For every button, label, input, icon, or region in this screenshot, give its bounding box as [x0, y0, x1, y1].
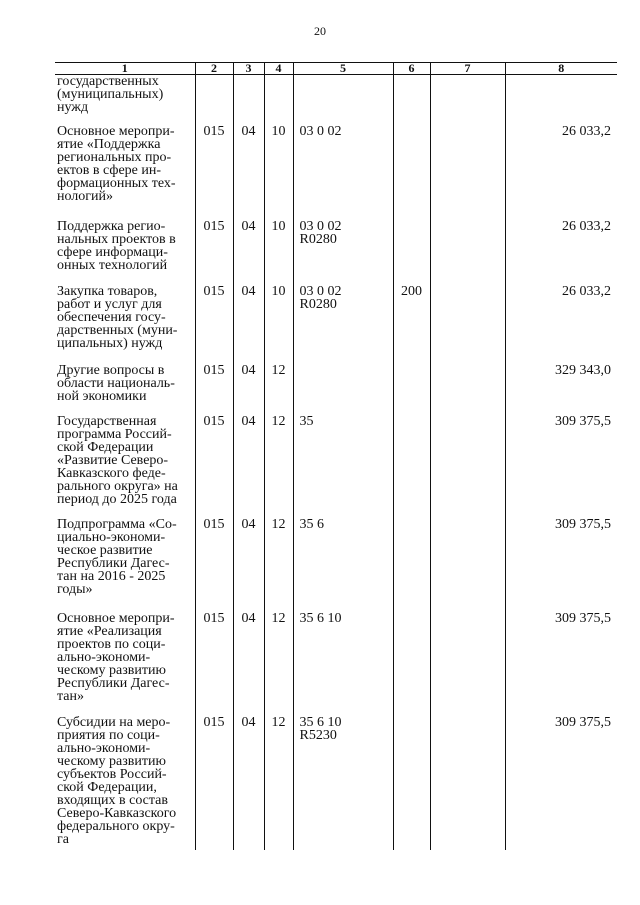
- col6-value: [393, 415, 430, 518]
- col8-value: 309 375,5: [505, 612, 617, 716]
- col7-value: [430, 612, 505, 716]
- col5-value: 03 0 02 R0280: [293, 285, 393, 364]
- col8-value: 26 033,2: [505, 125, 617, 220]
- col2-value: 015: [195, 364, 233, 415]
- table-row: [55, 518, 617, 612]
- table-row: [55, 364, 617, 415]
- col7-value: [430, 285, 505, 364]
- col7-value: [430, 125, 505, 220]
- col3-value: 04: [233, 612, 264, 716]
- column-header-5: 5: [293, 63, 393, 75]
- row-description: Подпрограмма «Со- циально-экономи- ческое развитие Республики Дагес- тан на 2016 - 2025 годы»: [57, 516, 177, 597]
- column-header-8: 8: [505, 63, 617, 75]
- col5-value: 35: [293, 415, 393, 518]
- col4-value: 10: [264, 220, 293, 285]
- column-header-7: 7: [430, 63, 505, 75]
- col3-value: 04: [233, 220, 264, 285]
- col8-value: 26 033,2: [505, 220, 617, 285]
- col5-value: 03 0 02 R0280: [293, 220, 393, 285]
- col3-value: 04: [233, 285, 264, 364]
- col7-value: [430, 716, 505, 850]
- page-number: 20: [314, 24, 326, 38]
- col2-value: 015: [195, 415, 233, 518]
- col8-value: 309 375,5: [505, 518, 617, 612]
- col4-value: 12: [264, 518, 293, 612]
- table-row: [55, 612, 617, 716]
- column-header-6: 6: [393, 63, 430, 75]
- col4-value: 12: [264, 612, 293, 716]
- col4-value: 12: [264, 716, 293, 850]
- col3-value: 04: [233, 518, 264, 612]
- col8-value: 309 375,5: [505, 716, 617, 850]
- col5-value: [293, 364, 393, 415]
- col3-value: 04: [233, 716, 264, 850]
- col2-value: 015: [195, 285, 233, 364]
- col6-value: [393, 612, 430, 716]
- table-row: [55, 285, 617, 364]
- row-description: Субсидии на меро- приятия по соци- ально-экономи- ческому развитию субъектов Россий- ской Федерации, входящих в состав Северо-Кавказского федерального окру- га: [57, 714, 177, 847]
- column-header-4: 4: [264, 63, 293, 75]
- col5-value: 35 6 10 R5230: [293, 716, 393, 850]
- column-header-1: 1: [55, 63, 195, 75]
- col8-value: 329 343,0: [505, 364, 617, 415]
- col2-value: 015: [195, 518, 233, 612]
- col5-value: [293, 75, 393, 125]
- col4-value: 10: [264, 285, 293, 364]
- col6-value: [393, 716, 430, 850]
- row-description: Основное меропри- ятие «Поддержка региональных про- ектов в сфере ин- формационных тех- нологий»: [57, 123, 176, 204]
- col7-value: [430, 75, 505, 125]
- col3-value: 04: [233, 364, 264, 415]
- col3-value: 04: [233, 415, 264, 518]
- col2-value: 015: [195, 125, 233, 220]
- col6-value: 200: [393, 285, 430, 364]
- column-header-2: 2: [195, 63, 233, 75]
- col5-value: 03 0 02: [293, 125, 393, 220]
- col6-value: [393, 75, 430, 125]
- col4-value: [264, 75, 293, 125]
- col6-value: [393, 518, 430, 612]
- table-row: [55, 220, 617, 285]
- column-header-3: 3: [233, 63, 264, 75]
- col5-value: 35 6: [293, 518, 393, 612]
- col7-value: [430, 518, 505, 612]
- header-row: [55, 63, 617, 75]
- table-row: [55, 415, 617, 518]
- col4-value: 10: [264, 125, 293, 220]
- table-row: [55, 75, 617, 125]
- col2-value: 015: [195, 612, 233, 716]
- col8-value: 26 033,2: [505, 285, 617, 364]
- col2-value: 015: [195, 220, 233, 285]
- row-description: государственных (муниципальных) нужд: [57, 74, 164, 115]
- budget-table: [55, 62, 617, 850]
- row-description: Основное меропри- ятие «Реализация проектов по соци- ально-экономи- ческому развитию Республики Дагес- тан»: [57, 610, 175, 704]
- row-description: Другие вопросы в области националь- ной экономики: [57, 362, 175, 404]
- col2-value: 015: [195, 716, 233, 850]
- row-description: Закупка товаров, работ и услуг для обеспечения госу- дарственных (муни- ципальных) нужд: [57, 283, 178, 351]
- table-row: [55, 716, 617, 850]
- col6-value: [393, 220, 430, 285]
- col3-value: [233, 75, 264, 125]
- col5-value: 35 6 10: [293, 612, 393, 716]
- col4-value: 12: [264, 415, 293, 518]
- row-description: Государственная программа Россий- ской Федерации «Развитие Северо- Кавказского феде- рального округа» на период до 2025 года: [57, 413, 178, 507]
- col7-value: [430, 415, 505, 518]
- row-description: Поддержка регио- нальных проектов в сфере информаци- онных технологий: [57, 218, 176, 273]
- col6-value: [393, 125, 430, 220]
- col3-value: 04: [233, 125, 264, 220]
- col4-value: 12: [264, 364, 293, 415]
- col8-value: 309 375,5: [505, 415, 617, 518]
- col7-value: [430, 364, 505, 415]
- table-row: [55, 125, 617, 220]
- col8-value: [505, 75, 617, 125]
- col6-value: [393, 364, 430, 415]
- col7-value: [430, 220, 505, 285]
- col2-value: [195, 75, 233, 125]
